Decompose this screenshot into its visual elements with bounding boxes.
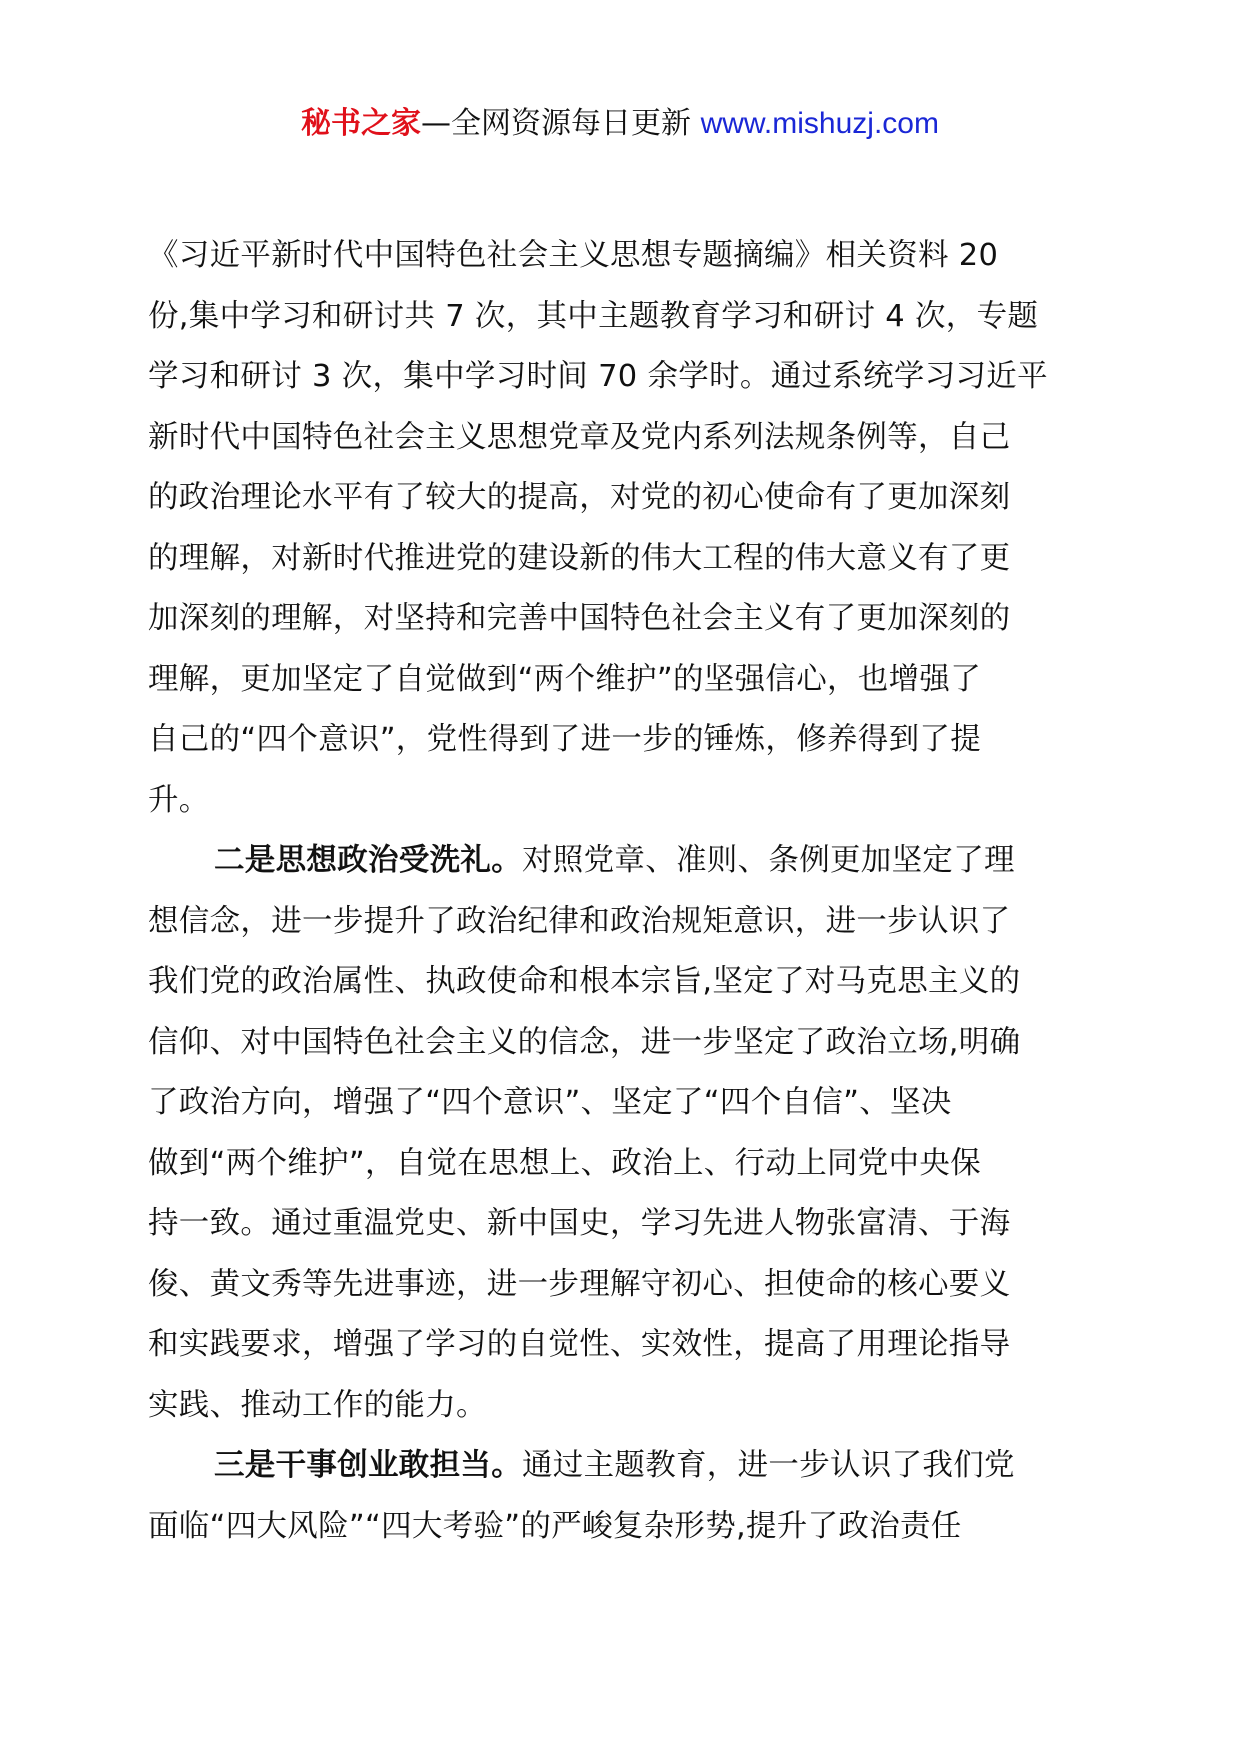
text-line: 实践、推动工作的能力。 (148, 1387, 487, 1423)
text-line: 我们党的政治属性、执政使命和根本宗旨,坚定了对马克思主义的 (148, 964, 1021, 999)
text-line: 理解，更加坚定了自觉做到“两个维护”的坚强信心，也增强了 (148, 661, 982, 697)
site-tagline: —全网资源每日更新 (421, 106, 701, 141)
text-line: 《习近平新时代中国特色社会主义思想专题摘编》相关资料 20 (148, 238, 999, 273)
site-url-link[interactable]: www.mishuzj.com (700, 107, 939, 140)
text-line: 学习和研讨 3 次，集中学习时间 70 余学时。通过系统学习习近平 (148, 359, 1048, 394)
text-line: 和实践要求，增强了学习的自觉性、实效性，提高了用理论指导 (148, 1327, 1011, 1362)
text-line: 升。 (148, 782, 210, 818)
text-line: 加深刻的理解，对坚持和完善中国特色社会主义有了更加深刻的 (148, 601, 1011, 636)
text-line: 的理解，对新时代推进党的建设新的伟大工程的伟大意义有了更 (148, 540, 1011, 576)
document-body (148, 226, 1098, 1557)
text-line: 面临“四大风险”“四大考验”的严峻复杂形势,提升了政治责任 (148, 1508, 962, 1544)
text-line: 做到“两个维护”，自觉在思想上、政治上、行动上同党中央保 (148, 1145, 982, 1181)
text-line: 了政治方向，增强了“四个意识”、坚定了“四个自信”、坚决 (148, 1085, 952, 1120)
text-line: 份,集中学习和研讨共 7 次，其中主题教育学习和研讨 4 次，专题 (148, 298, 1039, 334)
text-line: 信仰、对中国特色社会主义的信念，进一步坚定了政治立场,明确 (148, 1024, 1021, 1060)
paragraph-2-heading: 二是思想政治受洗礼。 (214, 843, 522, 878)
site-header (0, 102, 1240, 146)
text-line: 俊、黄文秀等先进事迹，进一步理解守初心、担使命的核心要义 (148, 1266, 1011, 1302)
paragraph-3-first-text: 通过主题教育，进一步认识了我们党 (522, 1448, 1015, 1483)
paragraph-2-first-text: 对照党章、准则、条例更加坚定了理 (522, 843, 1015, 878)
text-line: 新时代中国特色社会主义思想党章及党内系列法规条例等，自己 (148, 419, 1011, 455)
paragraph-3-first-line (148, 1436, 1098, 1497)
paragraph-3-heading: 三是干事创业敢担当。 (214, 1448, 522, 1483)
text-line: 自己的“四个意识”，党性得到了进一步的锤炼，修养得到了提 (148, 722, 982, 757)
text-line: 的政治理论水平有了较大的提高，对党的初心使命有了更加深刻 (148, 480, 1011, 515)
site-brand: 秘书之家 (301, 106, 422, 141)
text-line: 持一致。通过重温党史、新中国史，学习先进人物张富清、于海 (148, 1206, 1011, 1241)
paragraph-2-first-line (148, 831, 1098, 892)
text-line: 想信念，进一步提升了政治纪律和政治规矩意识，进一步认识了 (148, 903, 1011, 939)
